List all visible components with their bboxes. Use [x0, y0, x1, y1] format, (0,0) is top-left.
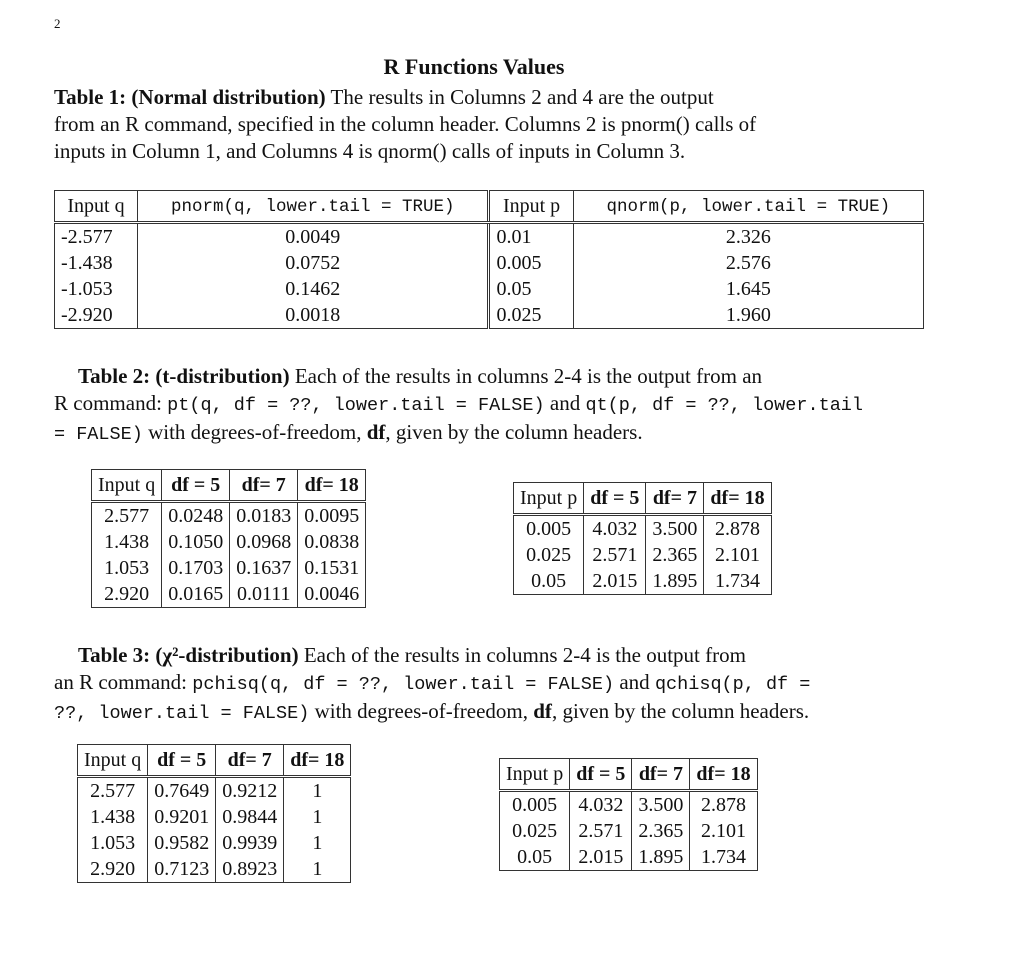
table-cell: 0.7649: [148, 777, 216, 805]
table3-right: [499, 758, 758, 871]
table1-header-pnorm: pnorm(q, lower.tail = TRUE): [137, 191, 489, 223]
table-cell: 1.734: [690, 844, 757, 871]
table-cell: 4.032: [584, 515, 646, 543]
table-cell: 0.1531: [298, 555, 366, 581]
table-cell: 0.0968: [230, 529, 298, 555]
table-cell: 0.0046: [298, 581, 366, 608]
table-cell: 0.005: [514, 515, 584, 543]
table-cell: 1: [284, 804, 351, 830]
table-cell: 0.1462: [137, 276, 489, 302]
table-row: [55, 250, 924, 276]
table-row: [55, 223, 924, 251]
table-row: [500, 818, 758, 844]
table-cell: 1.053: [78, 830, 148, 856]
table-cell: 0.9582: [148, 830, 216, 856]
table-cell: 0.005: [489, 250, 573, 276]
table-cell: 0.0838: [298, 529, 366, 555]
table3-caption-text1: Each of the results in columns 2-4 is the output from: [298, 643, 746, 667]
table-cell: 0.9844: [216, 804, 284, 830]
table-cell: 0.9939: [216, 830, 284, 856]
table-cell: 1.053: [92, 555, 162, 581]
table3-right-header-input-p: Input p: [500, 759, 570, 791]
table-row: [55, 276, 924, 302]
table3-caption-topic: (χ²-distribution): [155, 643, 299, 667]
table-row: [92, 502, 366, 530]
table3-caption-text2: an R command:: [54, 670, 193, 694]
table-cell: 0.8923: [216, 856, 284, 883]
table2-caption-text2: R command:: [54, 391, 168, 415]
table2-left-header-df5: df = 5: [162, 470, 230, 502]
table3-left-header-df5: df = 5: [148, 745, 216, 777]
table-cell: 2.015: [584, 568, 646, 595]
table3-caption-code2b: ??, lower.tail = FALSE): [54, 703, 310, 724]
table-cell: 0.1703: [162, 555, 230, 581]
page-title: R Functions Values: [383, 54, 565, 79]
table2-caption-and: and: [544, 391, 586, 415]
table2-left-header-df7: df= 7: [230, 470, 298, 502]
table-cell: 1: [284, 830, 351, 856]
table3-left: [77, 744, 351, 883]
table1-caption-line1: The results in Columns 2 and 4 are the output: [325, 85, 714, 109]
table-row: [92, 581, 366, 608]
table3-right-header-df5: df = 5: [570, 759, 632, 791]
table-cell: 0.0165: [162, 581, 230, 608]
table-cell: 0.1050: [162, 529, 230, 555]
table-cell: 0.0248: [162, 502, 230, 530]
table3-caption-label: Table 3:: [78, 643, 151, 667]
table3-caption-and: and: [614, 670, 655, 694]
table-cell: 2.365: [632, 818, 690, 844]
table-cell: 0.7123: [148, 856, 216, 883]
table-cell: 2.920: [78, 856, 148, 883]
table-row: [78, 777, 351, 805]
table-cell: 1.734: [704, 568, 771, 595]
table3-left-header-df7: df= 7: [216, 745, 284, 777]
table-cell: 1: [284, 777, 351, 805]
table2-caption-code2b: = FALSE): [54, 424, 143, 445]
table-row: [78, 830, 351, 856]
table-cell: 1.438: [78, 804, 148, 830]
table-row: [78, 804, 351, 830]
table1-caption-label: Table 1:: [54, 85, 127, 109]
table1-header-input-p: Input p: [489, 191, 573, 223]
table-cell: 1: [284, 856, 351, 883]
table2-caption-label: Table 2:: [78, 364, 151, 388]
table-cell: 2.365: [646, 542, 704, 568]
table2-caption: [54, 363, 944, 448]
table-row: [92, 529, 366, 555]
table2-caption-code1: pt(q, df = ??, lower.tail = FALSE): [167, 395, 545, 416]
table-cell: 0.0183: [230, 502, 298, 530]
table-cell: 2.571: [584, 542, 646, 568]
table2-right-header-df7: df= 7: [646, 483, 704, 515]
table-cell: -2.577: [55, 223, 138, 251]
table-cell: 0.1637: [230, 555, 298, 581]
table-cell: 2.326: [573, 223, 923, 251]
table-cell: 2.101: [704, 542, 771, 568]
table-cell: 0.005: [500, 791, 570, 819]
table-row: [55, 302, 924, 329]
table2-right: [513, 482, 772, 595]
table2-right-header-df18: df= 18: [704, 483, 771, 515]
table-row: [78, 856, 351, 883]
table-cell: 2.576: [573, 250, 923, 276]
table-cell: 1.895: [632, 844, 690, 871]
table-cell: 1.895: [646, 568, 704, 595]
table2-caption-text1: Each of the results in columns 2-4 is the output from an: [289, 364, 763, 388]
table1-header-qnorm: qnorm(p, lower.tail = TRUE): [573, 191, 923, 223]
table1-header-input-q: Input q: [55, 191, 138, 223]
table-row: [500, 791, 758, 819]
table2-caption-text4: , given by the column headers.: [385, 420, 643, 444]
table-cell: 2.101: [690, 818, 757, 844]
table-cell: 3.500: [646, 515, 704, 543]
table-row: [500, 844, 758, 871]
table-cell: 0.01: [489, 223, 573, 251]
table1-caption-line2: from an R command, specified in the column header. Columns 2 is pnorm() calls of: [54, 112, 757, 136]
table-cell: 0.9201: [148, 804, 216, 830]
table-cell: 0.05: [500, 844, 570, 871]
table-cell: 0.025: [500, 818, 570, 844]
table3-caption-code1: pchisq(q, df = ??, lower.tail = FALSE): [192, 674, 615, 695]
table2-caption-code2a: qt(p, df = ??, lower.tail: [585, 395, 863, 416]
table2-left: [91, 469, 366, 608]
table-cell: 2.577: [92, 502, 162, 530]
table2-caption-topic: (t-distribution): [155, 364, 290, 388]
table3-left-header-input-q: Input q: [78, 745, 148, 777]
table3-caption-code2a: qchisq(p, df =: [654, 674, 811, 695]
table1: [54, 190, 924, 329]
table-cell: 0.0111: [230, 581, 298, 608]
table-cell: 2.878: [690, 791, 757, 819]
table-cell: 2.577: [78, 777, 148, 805]
table-cell: 0.025: [489, 302, 573, 329]
table2-right-header-input-p: Input p: [514, 483, 584, 515]
table-cell: -1.438: [55, 250, 138, 276]
table-row: [514, 568, 772, 595]
table-cell: 0.05: [489, 276, 573, 302]
table2-caption-text3: with degrees-of-freedom,: [142, 420, 367, 444]
table3-left-header-df18: df= 18: [284, 745, 351, 777]
table-cell: 2.571: [570, 818, 632, 844]
table2-left-header-df18: df= 18: [298, 470, 366, 502]
table-cell: 1.960: [573, 302, 923, 329]
table-cell: 1.438: [92, 529, 162, 555]
table-row: [514, 515, 772, 543]
table3-right-header-df18: df= 18: [690, 759, 757, 791]
table2-right-header-df5: df = 5: [584, 483, 646, 515]
page-number: 2: [54, 16, 61, 31]
table-cell: 0.05: [514, 568, 584, 595]
table3-caption-df: df: [533, 699, 552, 723]
table-cell: 0.0095: [298, 502, 366, 530]
table1-caption-line3: inputs in Column 1, and Columns 4 is qnorm() calls of inputs in Column 3.: [54, 139, 686, 163]
table-row: [92, 555, 366, 581]
table1-caption-topic: (Normal distribution): [131, 85, 326, 109]
table-cell: 0.0049: [137, 223, 489, 251]
table-cell: 3.500: [632, 791, 690, 819]
table3-caption-text3: with degrees-of-freedom,: [309, 699, 534, 723]
table3-caption: [54, 642, 944, 727]
table3-caption-text4: , given by the column headers.: [551, 699, 810, 723]
table2-caption-df: df: [366, 420, 386, 444]
table-cell: 2.878: [704, 515, 771, 543]
table-cell: 1.645: [573, 276, 923, 302]
table-cell: 2.920: [92, 581, 162, 608]
table-cell: 2.015: [570, 844, 632, 871]
table-cell: 0.0018: [137, 302, 489, 329]
table3-right-header-df7: df= 7: [632, 759, 690, 791]
table-cell: 0.9212: [216, 777, 284, 805]
table-cell: 4.032: [570, 791, 632, 819]
table-cell: 0.0752: [137, 250, 489, 276]
table-cell: 0.025: [514, 542, 584, 568]
table-cell: -1.053: [55, 276, 138, 302]
table2-left-header-input-q: Input q: [92, 470, 162, 502]
table1-caption: [54, 84, 914, 165]
table-row: [514, 542, 772, 568]
table-cell: -2.920: [55, 302, 138, 329]
